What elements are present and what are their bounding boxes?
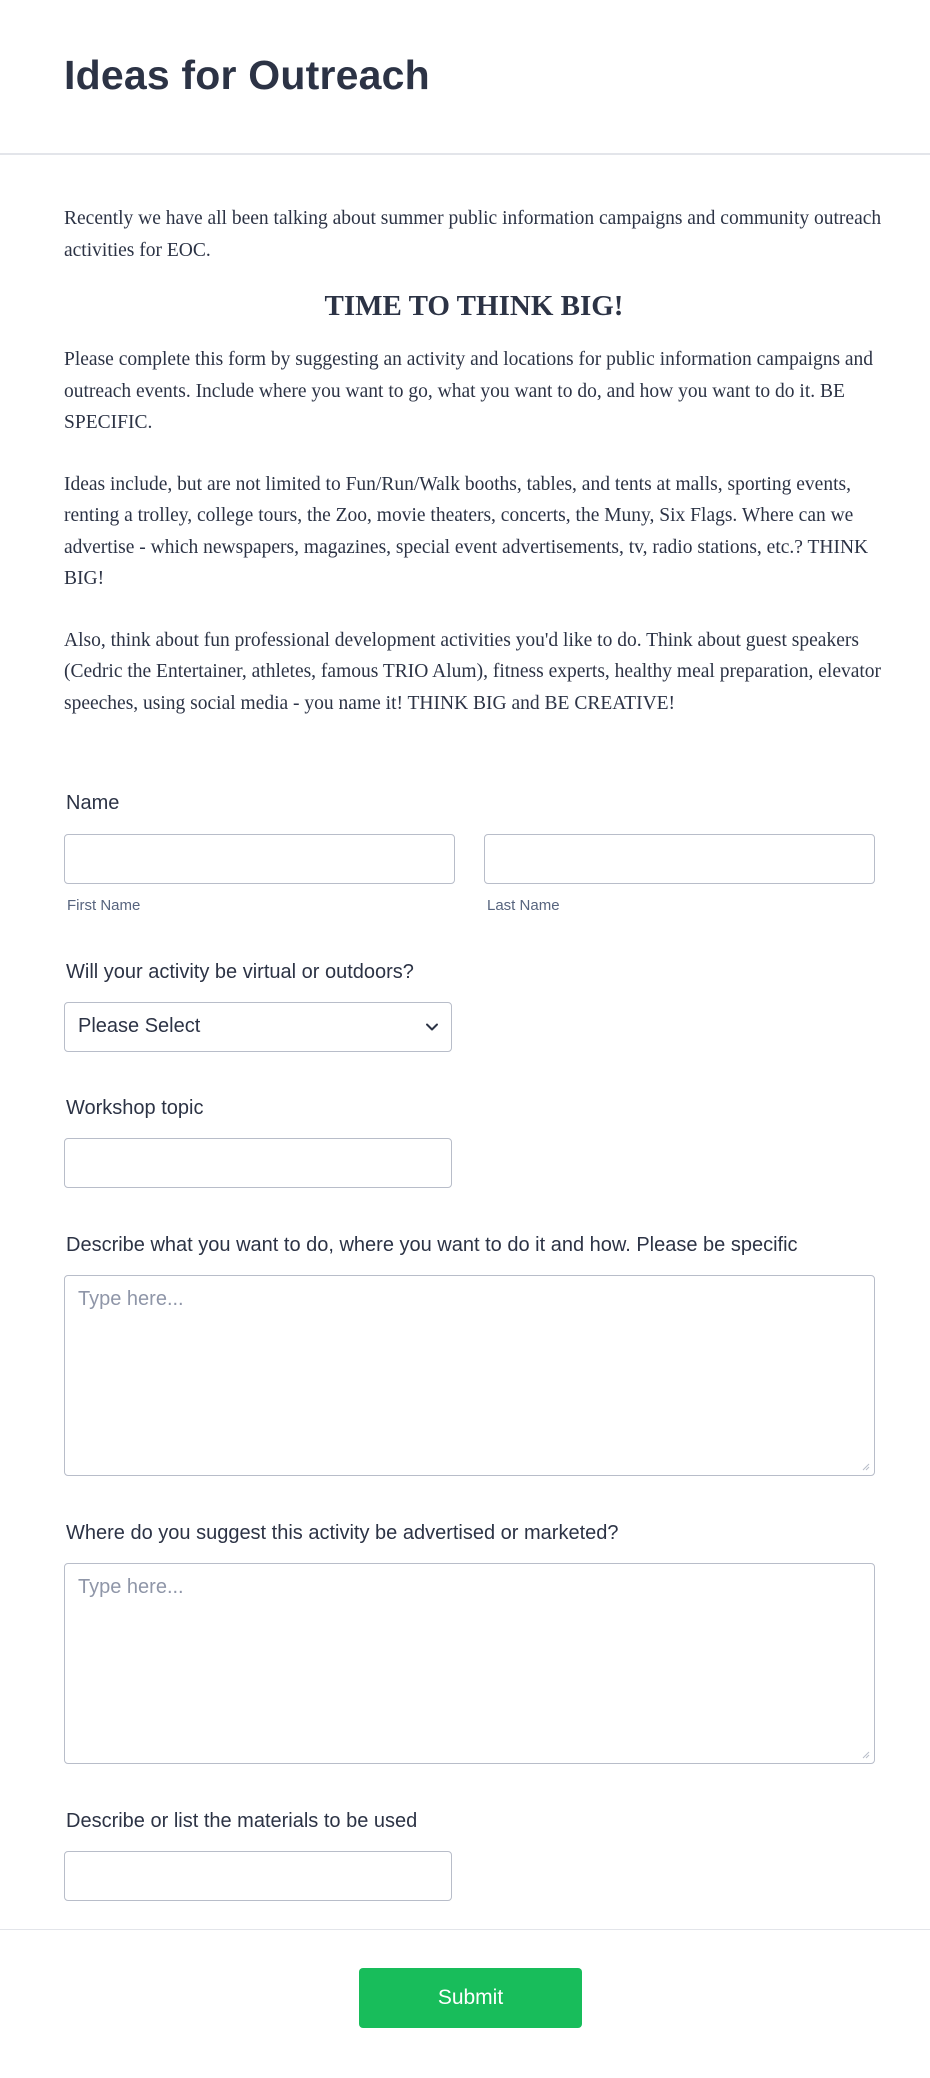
intro-paragraph-1: Recently we have all been talking about summer public information campaigns and community outreach activities for EOC.	[64, 208, 882, 261]
describe-placeholder: Type here...	[78, 1288, 184, 1310]
activity-type-label: Will your activity be virtual or outdoors?	[66, 961, 414, 983]
workshop-topic-label: Workshop topic	[66, 1097, 204, 1119]
describe-label: Describe what you want to do, where you want to do it and how. Please be specific	[66, 1234, 798, 1256]
advertise-placeholder: Type here...	[78, 1576, 184, 1598]
last-name-input[interactable]	[484, 834, 875, 884]
advertise-textarea[interactable]	[64, 1563, 875, 1764]
advertise-label: Where do you suggest this activity be advertised or marketed?	[66, 1522, 619, 1544]
intro-text	[64, 203, 884, 719]
submit-button[interactable]: Submit	[359, 1968, 582, 2028]
materials-input[interactable]	[64, 1851, 452, 1901]
name-label: Name	[66, 792, 120, 814]
form-title: Ideas for Outreach	[64, 52, 430, 98]
activity-type-select[interactable]	[64, 1002, 452, 1052]
intro-headline: TIME TO THINK BIG!	[324, 290, 624, 322]
activity-type-selected: Please Select	[78, 1015, 201, 1037]
resize-grip-icon[interactable]	[860, 1749, 870, 1759]
workshop-topic-input[interactable]	[64, 1138, 452, 1188]
first-name-input[interactable]	[64, 834, 455, 884]
resize-grip-icon[interactable]	[860, 1461, 870, 1471]
intro-paragraph-2: Please complete this form by suggesting an activity and locations for public information campaigns and outreach events. Include where you want to go, what you want to do, and how you want to do it. BE SPECIFIC.	[64, 349, 874, 433]
chevron-down-icon	[425, 1020, 439, 1034]
footer-divider	[0, 1929, 930, 1930]
intro-paragraph-3: Ideas include, but are not limited to Fun/Run/Walk booths, tables, and tents at malls, sporting events, renting a trolley, college tours, the Zoo, movie theaters, concerts, the Muny, Six Flags. Where can we advertise - which newspapers, magazines, special event advertisements, tv, radio stations, etc.? THINK BIG!	[64, 473, 869, 589]
form-header	[0, 0, 930, 155]
intro-paragraph-4: Also, think about fun professional development activities you'd like to do. Think about guest speakers (Cedric the Entertainer, athletes, famous TRIO Alum), fitness experts, healthy meal preparation, elevator speeches, using social media - you name it! THINK BIG and BE CREATIVE!	[64, 629, 882, 714]
first-name-sublabel: First Name	[67, 897, 141, 914]
describe-textarea[interactable]	[64, 1275, 875, 1476]
materials-label: Describe or list the materials to be used	[66, 1810, 418, 1832]
last-name-sublabel: Last Name	[487, 897, 560, 914]
